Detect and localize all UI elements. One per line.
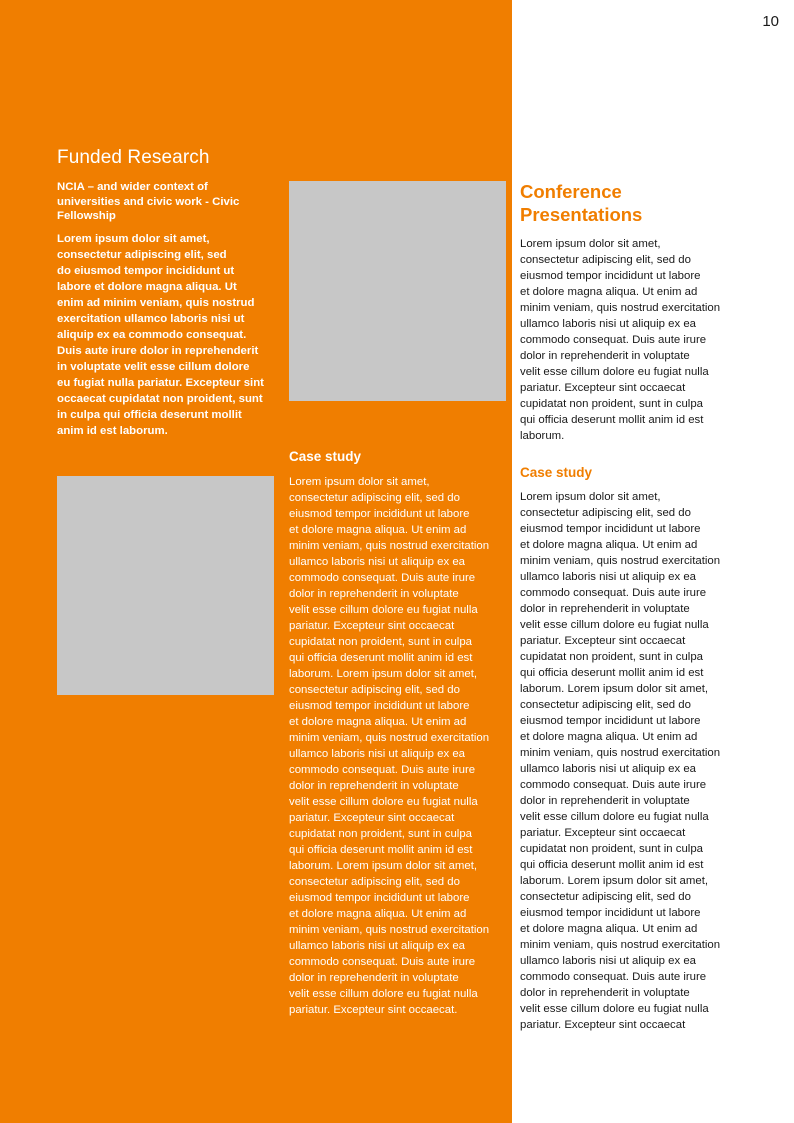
page-number: 10	[762, 13, 779, 30]
image-placeholder-top	[289, 181, 506, 401]
case-study-body-middle: Lorem ipsum dolor sit amet, consectetur adipiscing elit, sed do eiusmod tempor incididunt ut labore et dolore magna aliqua. Ut enim ad minim veniam, quis nostrud exercitation ullamco laboris nisi ut aliquip ex ea commodo consequat. Duis aute irure dolor in reprehenderit in voluptate velit esse cillum dolore eu fugiat nulla pariatur. Excepteur sint occaecat cupidatat non proident, sunt in culpa qui officia deserunt mollit anim id est laborum. Lorem ipsum dolor sit amet, consectetur adipiscing elit, sed do eiusmod tempor incididunt ut labore et dolore magna aliqua. Ut enim ad minim veniam, quis nostrud exercitation ullamco laboris nisi ut aliquip ex ea commodo consequat. Duis aute irure dolor in reprehenderit in voluptate velit esse cillum dolore eu fugiat nulla pariatur. Excepteur sint occaecat cupidatat non proident, sunt in culpa qui officia deserunt mollit anim id est laborum. Lorem ipsum dolor sit amet, consectetur adipiscing elit, sed do eiusmod tempor incididunt ut labore et dolore magna aliqua. Ut enim ad minim veniam, quis nostrud exercitation ullamco laboris nisi ut aliquip ex ea commodo consequat. Duis aute irure dolor in reprehenderit in voluptate velit esse cillum dolore eu fugiat nulla pariatur. Excepteur sint occaecat.	[289, 476, 490, 1016]
funded-research-heading: Funded Research	[57, 147, 210, 168]
conference-presentations-body: Lorem ipsum dolor sit amet, consectetur adipiscing elit, sed do eiusmod tempor incididunt ut labore et dolore magna aliqua. Ut enim ad minim veniam, quis nostrud exercitation ullamco laboris nisi ut aliquip ex ea commodo consequat. Duis aute irure dolor in reprehenderit in voluptate velit esse cillum dolore eu fugiat nulla pariatur. Excepteur sint occaecat cupidatat non proident, sunt in culpa qui officia deserunt mollit anim id est laborum.	[520, 238, 721, 442]
case-study-heading-middle: Case study	[289, 449, 362, 464]
case-study-body-right: Lorem ipsum dolor sit amet, consectetur adipiscing elit, sed do eiusmod tempor incididunt ut labore et dolore magna aliqua. Ut enim ad minim veniam, quis nostrud exercitation ullamco laboris nisi ut aliquip ex ea commodo consequat. Duis aute irure dolor in reprehenderit in voluptate velit esse cillum dolore eu fugiat nulla pariatur. Excepteur sint occaecat cupidatat non proident, sunt in culpa qui officia deserunt mollit anim id est laborum. Lorem ipsum dolor sit amet, consectetur adipiscing elit, sed do eiusmod tempor incididunt ut labore et dolore magna aliqua. Ut enim ad minim veniam, quis nostrud exercitation ullamco laboris nisi ut aliquip ex ea commodo consequat. Duis aute irure dolor in reprehenderit in voluptate velit esse cillum dolore eu fugiat nulla pariatur. Excepteur sint occaecat cupidatat non proident, sunt in culpa qui officia deserunt mollit anim id est laborum. Lorem ipsum dolor sit amet, consectetur adipiscing elit, sed do eiusmod tempor incididunt ut labore et dolore magna aliqua. Ut enim ad minim veniam, quis nostrud exercitation ullamco laboris nisi ut aliquip ex ea commodo consequat. Duis aute irure dolor in reprehenderit in voluptate velit esse cillum dolore eu fugiat nulla pariatur. Excepteur sint occaecat	[520, 491, 721, 1031]
funded-research-subtitle: NCIA – and wider context of universities and civic work - Civic Fellowship	[57, 181, 240, 222]
case-study-heading-right: Case study	[520, 465, 593, 480]
conference-presentations-heading: Conference Presentations	[520, 181, 643, 225]
funded-research-body: Lorem ipsum dolor sit amet, consectetur adipiscing elit, sed do eiusmod tempor incididunt ut labore et dolore magna aliqua. Ut enim ad minim veniam, quis nostrud exercitation ullamco laboris nisi ut aliquip ex ea commodo consequat. Duis aute irure dolor in reprehenderit in voluptate velit esse cillum dolore eu fugiat nulla pariatur. Excepteur sint occaecat cupidatat non proident, sunt in culpa qui officia deserunt mollit anim id est laborum.	[57, 233, 264, 437]
image-placeholder-left	[57, 476, 274, 695]
